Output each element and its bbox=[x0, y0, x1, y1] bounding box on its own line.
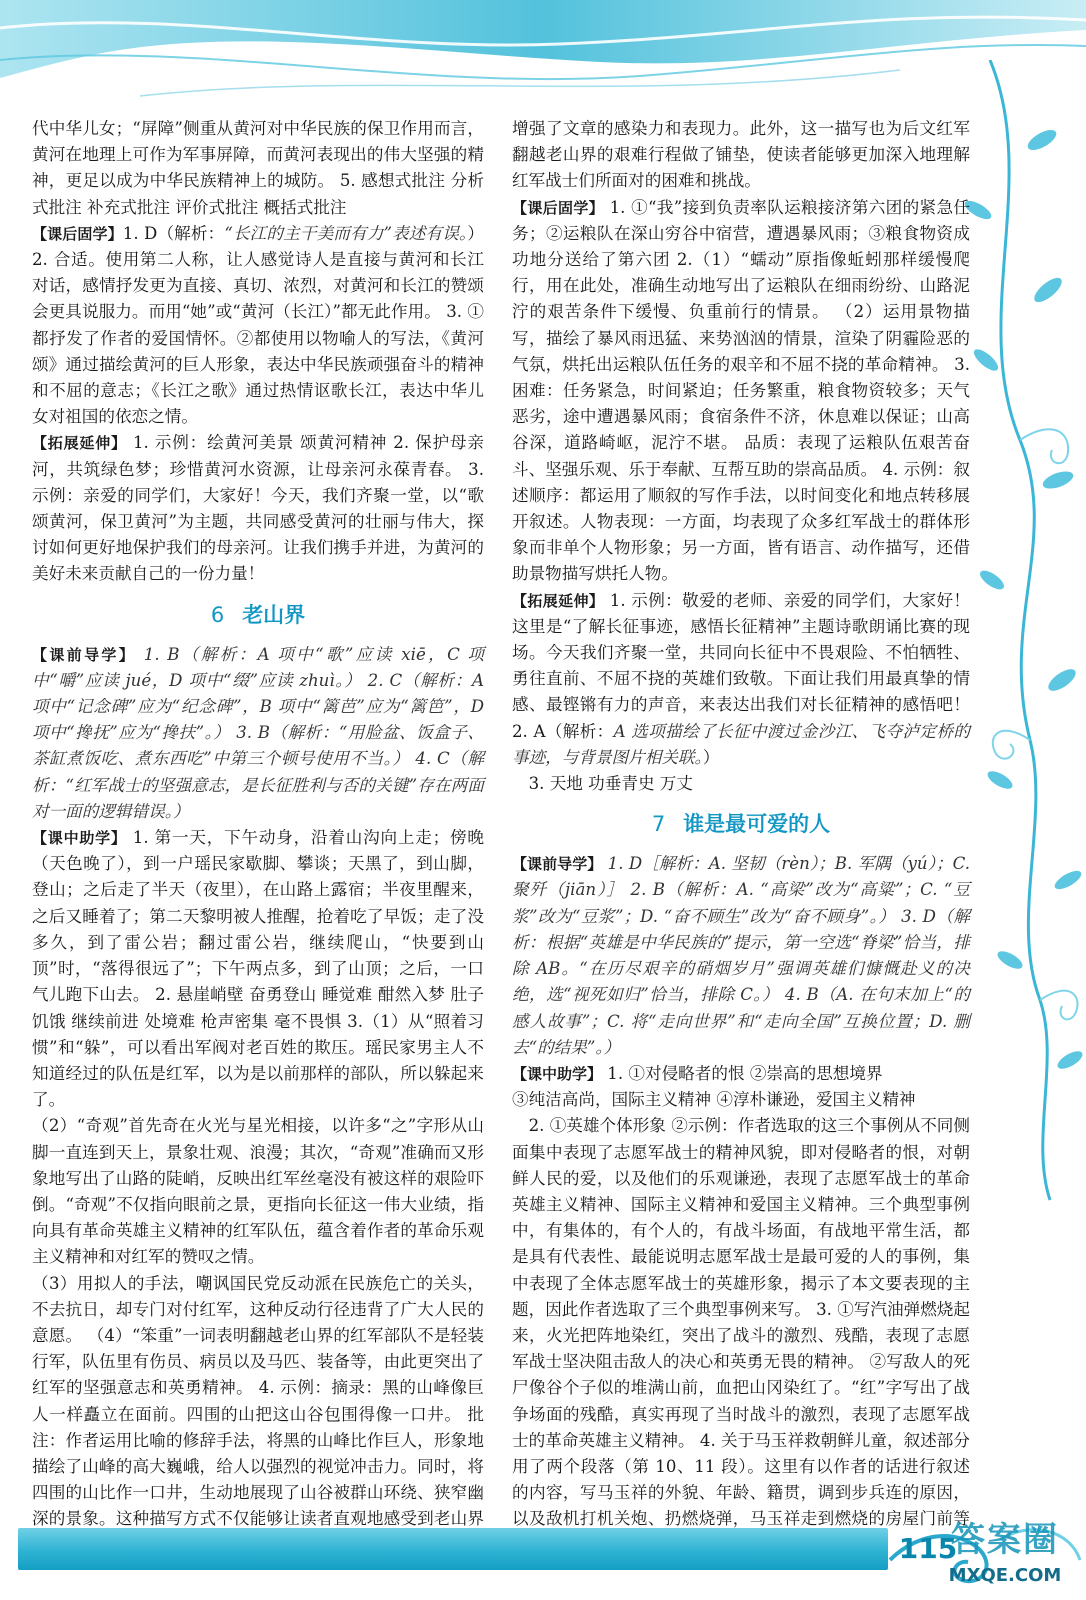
left-kzhong-paragraph bbox=[32, 825, 484, 1113]
kzhong-label: 【课中助学】 bbox=[32, 829, 127, 848]
kehou-q1: 1. D（解析： bbox=[122, 223, 225, 243]
tuozhan-answers: 1. 示例：绘黄河美景 颂黄河精神 2. 保护母亲河，共筑绿色梦；珍惜黄河水资源，让母亲河永葆青春。 3. 示例：亲爱的同学们，大家好！今天，我们齐聚一堂，以“歌颂黄河，保卫黄河”为主题，共同感受黄河的壮丽与伟大，探讨如何更好地保护我们的母亲河。让我们携手并进，为黄河的美好未来贡献自己的一份力量！ bbox=[32, 433, 484, 584]
left-column bbox=[32, 116, 484, 1559]
footer-bar bbox=[18, 1528, 888, 1570]
kzhong-answers: 1. 第一天，下午动身，沿着山沟向上走；傍晚（天色晚了），到一户瑶民家歇脚、攀谈；天黑了，到山脚，登山；之后走了半天（夜里），在山路上露宿；半夜里醒来，之后又睡着了；第二天黎明被人推醒，抢着吃了早饭；走了没多久，到了雷公岩；翻过雷公岩，继续爬山，“快要到山顶”时，“落得很远了”；下午两点多，到了山顶；之后，一口气儿跑下山去。 2. 悬崖峭壁 奋勇登山 睡觉难 酣然入梦 肚子饥饿 继续前进 处境难 枪声密集 毫不畏惧 3.（1）从“照着习惯”和“躲”，可以看出军阀对老百姓的欺压。瑶民家男主人不知道经过的队伍是红军，以为是以前那样的部队，所以躲起来了。 bbox=[32, 828, 484, 1110]
left-kqian-paragraph bbox=[32, 642, 484, 825]
left-kehou-paragraph bbox=[32, 221, 484, 431]
section-6-number: 6 bbox=[210, 602, 225, 627]
watermark bbox=[930, 1516, 1080, 1600]
right-kzhong-line-1 bbox=[512, 1061, 970, 1087]
left-tuozhan-paragraph bbox=[32, 430, 484, 587]
kqian-answers: 1. B（解析：A 项中“歌”应读 xiē，C 项中“嚼”应读 jué，D 项中“缀”应读 zhuì。） 2. C（解析：A 项中“记念碑”应为“纪念碑”，B 项中“篱芭”应为“篱笆”，D 项中“搀抚”应为“搀扶”。） 3. B（解析：“用脸盆、饭盒子、茶缸煮饭吃、煮东西吃”中第三个顿号使用不当。） 4. C（解析：“红军战士的坚强意志，是长征胜利与否的关键”存在两面对一面的逻辑错误。） bbox=[32, 644, 484, 821]
kehou-q1-note: “长江的主干美而有力”表述有误。 bbox=[224, 223, 468, 243]
tuozhan-note-2: A 选项描绘了长征中渡过金沙江、飞夺泸定桥的事迹，与背景图片相关联。 bbox=[512, 721, 970, 767]
left-kzhong-paragraph-2: （2）“奇观”首先奇在火光与星光相接，以许多“之”字形从山脚一直连到天上，景象壮观、浪漫；其次，“奇观”准确而又形象地写出了山路的陡峭，反映出红军丝毫没有被这样的艰险吓倒。“奇观”不仅指向眼前之景，更指向长征这一伟大业绩，指向具有革命英雄主义精神的红军队伍，蕴含着作者的革命乐观主义精神和对红军的赞叹之情。 bbox=[32, 1116, 484, 1267]
left-kzhong-paragraph-3: （3）用拟人的手法，嘲讽国民党反动派在民族危亡的关头，不去抗日，却专门对付红军，这种反动行径违背了广大人民的意愿。 （4）“笨重”一词表明翻越老山界的红军部队不是轻装行军，队伍里有伤员、病员以及马匹、装备等，由此更突出了红军的坚强意志和英勇精神。 4. 示例：摘录：黑的山峰像巨人一样矗立在面前。四围的山把这山谷包围得像一口井。 批注：作者运用比喻的修辞手法，将黑的山峰比作巨人，形象地描绘了山峰的高大巍峨，给人以强烈的视觉冲击力。同时，将四围的山比作一口井，生动地展现了山谷被群山环绕、狭窄幽深的景象。这种描写方式不仅能够让读者直观地感受到老山界 bbox=[32, 1273, 484, 1529]
kehou-label-2: 【课后固学】 bbox=[512, 198, 605, 217]
kzhong-line-1-text: 1. ①对侵略者的恨 ②崇高的思想境界 bbox=[602, 1063, 883, 1083]
right-column bbox=[512, 116, 970, 1559]
tuozhan-q3: 3. 天地 功垂青史 万丈 bbox=[528, 774, 693, 794]
tuozhan-label-2: 【拓展延伸】 bbox=[512, 591, 605, 610]
watermark-title: 答案圈 bbox=[951, 1520, 1059, 1560]
section-6-title bbox=[32, 600, 484, 630]
section-7-name: 谁是最可爱的人 bbox=[683, 812, 831, 837]
left-intro-paragraph: 代中华儿女；“屏障”侧重从黄河对中华民族的保卫作用而言，黄河在地理上可作为军事屏障，而黄河表现出的伟大坚强的精神，更足以成为中华民族精神上的城防。 5. 感想式批注 分析式批注 补充式批注 评价式批注 概括式批注 bbox=[32, 119, 484, 217]
right-kehou-paragraph bbox=[512, 195, 970, 588]
section-6-name: 老山界 bbox=[242, 602, 306, 627]
kehou-answers-2: 1. ①“我”接到负责率队运粮接济第六团的紧急任务；②运粮队在深山穷谷中宿营，遭遇暴风雨；③粮食物资成功地分送给了第六团 2.（1）“蠕动”原指像蚯蚓那样缓慢爬行，用在此处，准确生动地写出了运粮队在细雨纷纷、山路泥泞的艰苦条件下缓慢、负重前行的情景。 （2）运用景物描写，描绘了暴风雨迅猛、来势汹汹的情景，渲染了阴霾险恶的气氛，烘托出运粮队伍任务的艰辛和不屈不挠的革命精神。 3. 困难：任务紧急，时间紧迫；任务繁重，粮食物资较多；天气恶劣，途中遭遇暴风雨；食宿条件不济，休息难以保证；山高谷深，道路崎岖，泥泞不堪。 品质：表现了运粮队伍艰苦奋斗、坚强乐观、乐于奉献、互帮互助的崇高品质。 4. 示例：叙述顺序：都运用了顺叙的写作手法，以时间变化和地点转移展开叙述。人物表现：一方面，均表现了众多红军战士的群体形象而非单个人物形象；另一方面，皆有语言、动作描写，还借助景物描写烘托人物。 bbox=[512, 197, 970, 584]
tuozhan-label: 【拓展延伸】 bbox=[32, 434, 127, 453]
right-kzhong-paragraph-2: 2. ①英雄个体形象 ②示例：作者选取的这三个事例从不同侧面集中表现了志愿军战士的精神风貌，即对侵略者的恨，对朝鲜人民的爱，以及他们的乐观谦逊，表现了志愿军战士的革命英雄主义精神、国际主义精神和爱国主义精神。三个典型事例中，有集体的，有个人的，有战斗场面，有战地平常生活，都是具有代表性、最能说明志愿军战士是最可爱的人的事例，集中表现了全体志愿军战士的英雄形象，揭示了本文要表现的主题，因此作者选取了三个典型事例来写。 3. ①写汽油弹燃烧起来，火光把阵地染红，突出了战斗的激烈、残酷，表现了志愿军战士坚决阻击敌人的决心和英勇无畏的精神。 ②写敌人的死尸像谷个子似的堆满山前，血把山冈染红了。“红”字写出了战争场面的残酷，真实再现了当时战斗的激烈，表现了志愿军战士的革命英雄主义精神。 4. 关于马玉祥救朝鲜儿童，叙述部分用了两个段落（第 10、11 段）。这里有以作者的话进行叙述的内容，写马玉祥的外貌、年龄、籍贯，调到步兵连的原因，以及敌机打机关炮、扔燃烧弹，马玉祥走到燃烧的房屋门前等 bbox=[512, 1116, 970, 1529]
kqian-answers-2: 1. D［解析：A. 坚韧（rèn）；B. 军隅（yú）；C. 聚歼（jiān）］ 2. B（解析：A. “高梁”改为“高粱”；C. “豆浆”改为“豆浆”；D. “奋不顾生”改为“奋不顾身”。） 3. D（解析：根据“英雄是中华民族的”提示，第一空选“脊梁”恰当，排除 AB。“在历尽艰辛的硝烟岁月”强调英雄们慷慨赴义的决绝，选“视死如归”恰当，排除 C。） 4. B（A. 在句末加上“的感人故事”；C. 将“走向世界”和“走向全国”互换位置；D. 删去“的结果”。） bbox=[512, 854, 970, 1057]
kehou-q1-end: ） bbox=[467, 223, 484, 243]
tuozhan-answers-2: 1. 示例：敬爱的老师、亲爱的同学们，大家好！这里是“了解长征事迹，感悟长征精神”主题诗歌朗诵比赛的现场。今天我们齐聚一堂，共同向长征中不畏艰险、不怕牺牲、勇往直前、不屈不挠的英雄们致敬。下面让我们用最真挚的情感、最铿锵有力的声音，来表达出我们对长征精神的感悟吧！ 2. A（解析： bbox=[512, 590, 970, 741]
section-7-title bbox=[512, 809, 970, 839]
kqian-label: 【课前导学】 bbox=[32, 645, 137, 664]
right-intro-paragraph: 增强了文章的感染力和表现力。此外，这一描写也为后文红军翻越老山界的艰难行程做了铺垫，使读者能够更加深入地理解红军战士们所面对的困难和挑战。 bbox=[512, 119, 970, 191]
right-tuozhan-paragraph bbox=[512, 588, 970, 771]
right-kqian-paragraph bbox=[512, 851, 970, 1061]
kehou-guxue-label: 【课后固学】 bbox=[32, 224, 123, 243]
right-kzhong-line-2: ③纯洁高尚，国际主义精神 ④淳朴谦逊，爱国主义精神 bbox=[512, 1090, 916, 1110]
kehou-answers: 2. 合适。使用第二人称，让人感觉诗人是直接与黄河和长江对话，感情抒发更为直接、真切、浓烈，对黄河和长江的赞颂会更具说服力。而用“她”或“黄河（长江）”都无此作用。 3. ①都抒发了作者的爱国情怀。②都使用以物喻人的写法，《黄河颂》通过描绘黄河的巨人形象，表达中华民族顽强奋斗的精神和不屈的意志；《长江之歌》通过热情讴歌长江，表达中华儿女对祖国的依恋之情。 bbox=[32, 250, 484, 427]
top-wave-banner bbox=[0, 0, 1086, 120]
section-7-number: 7 bbox=[651, 812, 666, 837]
watermark-url: MXQE.COM bbox=[948, 1565, 1062, 1586]
kzhong-label-2: 【课中助学】 bbox=[512, 1064, 603, 1083]
tuozhan-end-2: ） bbox=[702, 747, 720, 767]
page-number: 115 bbox=[898, 1532, 958, 1565]
kqian-label-2: 【课前导学】 bbox=[512, 855, 603, 874]
